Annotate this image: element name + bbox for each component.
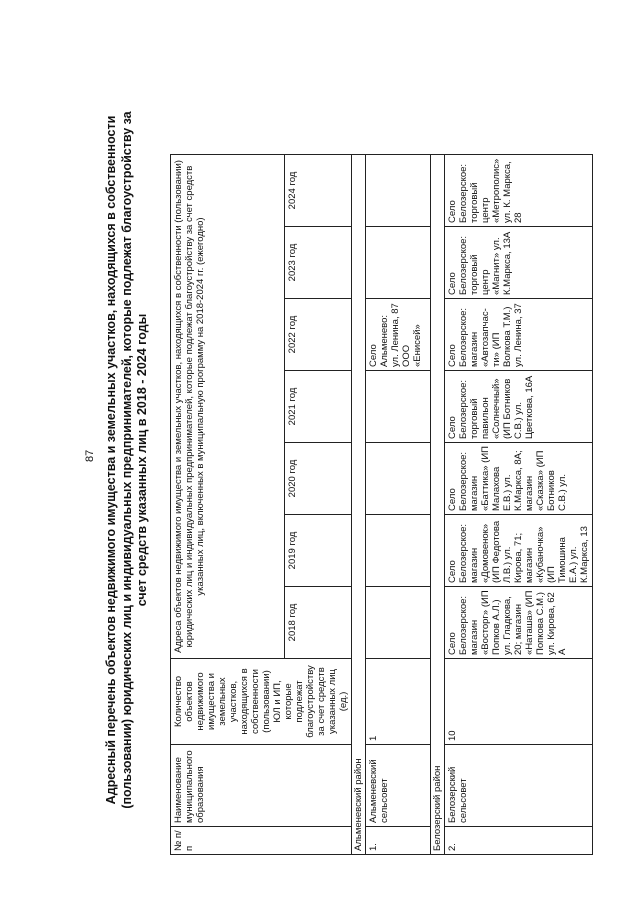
row-year-2022: Село Альменево: ул. Ленина, 87 ООО «Енисей» xyxy=(366,299,431,371)
row-municipality: Белозерский сельсовет xyxy=(445,745,593,827)
year-header: 2023 год xyxy=(285,227,352,299)
row-num: 1. xyxy=(366,827,431,855)
header-num: № п/п xyxy=(171,827,352,855)
row-year-2024 xyxy=(366,155,431,227)
year-header: 2021 год xyxy=(285,371,352,443)
row-year-2023 xyxy=(366,227,431,299)
year-header: 2019 год xyxy=(285,515,352,587)
row-year-2024: Село Белозерское: торговый центр «Метрополис» ул. К. Маркса, 28 xyxy=(445,155,593,227)
header-municipality: Наименование муниципального образования xyxy=(171,745,352,827)
header-count: Количество объектов недвижимого имущества и земельных участков, находящихся в собственности (пользовании) ЮЛ и ИП, которые подлежат благоустройству за счет средств указанных лиц (ед.) xyxy=(171,659,352,745)
row-num: 2. xyxy=(445,827,593,855)
region-row xyxy=(352,155,366,855)
table-row xyxy=(445,155,593,855)
header-row xyxy=(171,155,285,855)
row-year-2018: Село Белозерское: магазин «Восторг» (ИП Попков А.Л.) ул. Гладкова, 20; магазин «Наташа» (ИП Попкова С.М.) ул. Кирова, 62 А xyxy=(445,587,593,659)
row-year-2021: Село Белозерское: торговый павильон «Солнечный» (ИП Ботников С.В.) ул. Цветкова, 16А xyxy=(445,371,593,443)
page-number: 87 xyxy=(84,449,96,462)
row-municipality: Альменевский сельсовет xyxy=(366,745,431,827)
table-row xyxy=(366,155,431,855)
row-year-2019: Село Белозерское: магазин «Домовенок» (ИП Федотова Л.В.) ул. Кирова, 71; магазин «Кубаночка» (ИП Тимошина Е.А.) ул. К.Маркса, 13 xyxy=(445,515,593,587)
row-year-2019 xyxy=(366,515,431,587)
region-row xyxy=(431,155,445,855)
objects-table xyxy=(170,154,593,855)
year-header: 2024 год xyxy=(285,155,352,227)
year-header: 2022 год xyxy=(285,299,352,371)
year-header: 2020 год xyxy=(285,443,352,515)
row-count: 1 xyxy=(366,659,431,745)
year-header: 2018 год xyxy=(285,587,352,659)
row-year-2020: Село Белозерское: магазин «Баттика» (ИП Малахова Е.В.) ул. К.Маркса, 8А; магазин «Сказка» (ИП Ботников С.В.) ул. xyxy=(445,443,593,515)
row-year-2023: Село Белозерское: торговый центр «Магнит» ул. К.Маркса, 13А xyxy=(445,227,593,299)
row-count: 10 xyxy=(445,659,593,745)
region-name: Белозерский район xyxy=(431,155,445,855)
region-name: Альменевский район xyxy=(352,155,366,855)
row-year-2021 xyxy=(366,371,431,443)
document-title: Адресный перечень объектов недвижимого имущества и земельных участков, находящихся в собственности (пользовании) юридических лиц и индивидуальных предпринимателей, которые подлежат благоустройству за счет средств указанных лиц в 2018 - 2024 годы xyxy=(104,111,149,809)
header-addresses: Адреса объектов недвижимого имущества и земельных участков, находящихся в собственности (пользовании) юридических лиц и индивидуальных предпринимателей, которые подлежат благоустройству за счет средств указанных лиц, включенных в муниципальную программу на 2018-2024 гг. (ежегодно) xyxy=(171,155,285,659)
row-year-2020 xyxy=(366,443,431,515)
row-year-2022: Село Белозерское: магазин «Автозапчас-ти» (ИП Волкова Т.М.) ул. Ленина, 37 xyxy=(445,299,593,371)
row-year-2018 xyxy=(366,587,431,659)
